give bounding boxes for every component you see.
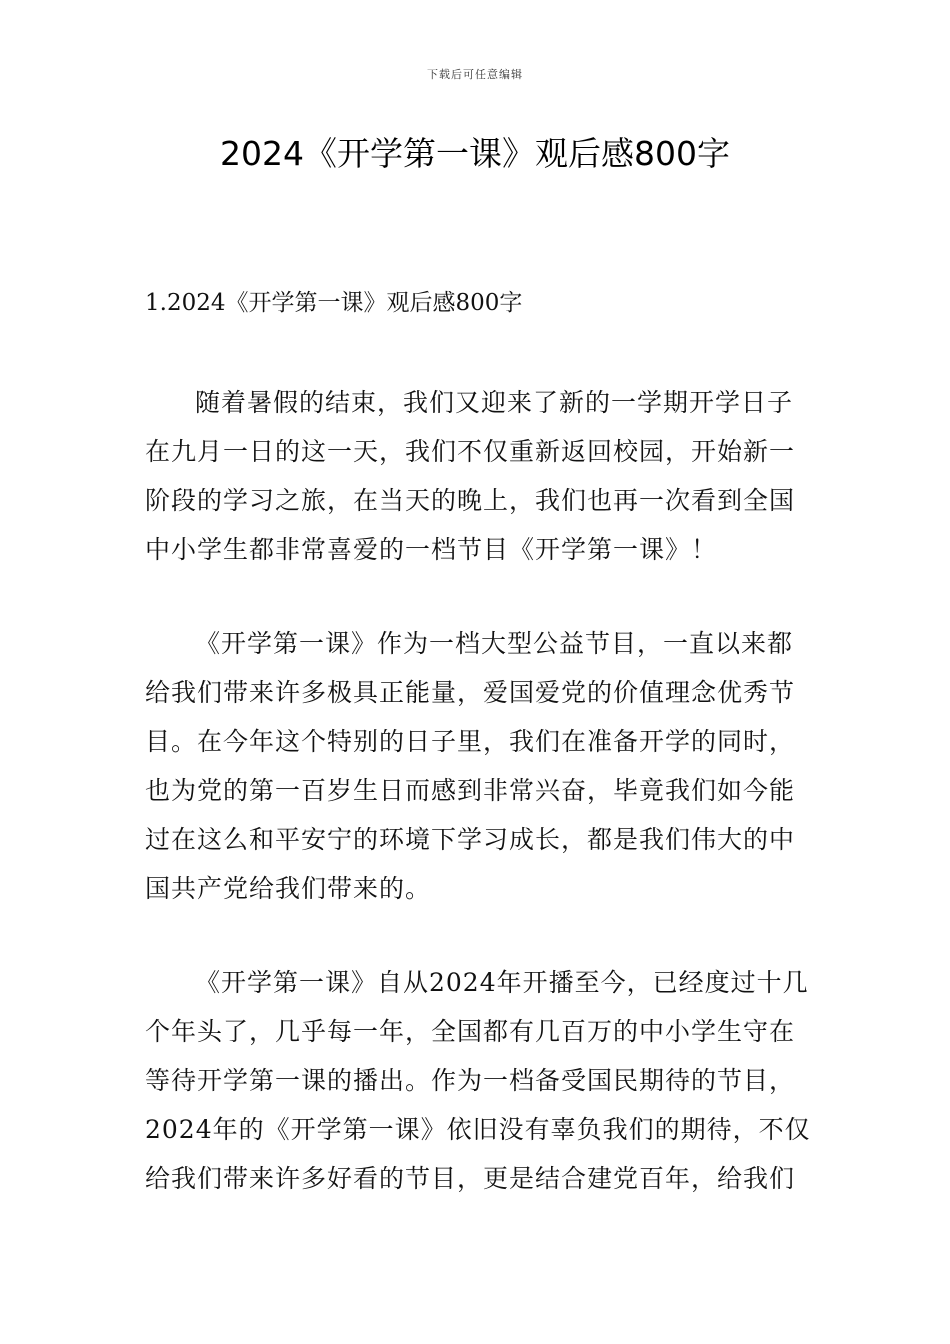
section-heading: 1.2024《开学第一课》观后感800字 xyxy=(145,290,523,316)
document-body xyxy=(145,378,815,1248)
document-title: 2024《开学第一课》观后感800字 xyxy=(220,134,730,173)
paragraph-3: 《开学第一课》自从2024年开播至今，已经度过十几个年头了，几乎每一年，全国都有几百万的中小学生守在等待开学第一课的播出。作为一档备受国民期待的节目，2024年的《开学第一课》依旧没有辜负我们的期待，不仅给我们带来许多好看的节目，更是结合建党百年，给我们 xyxy=(145,968,811,1193)
header-note: 下载后可任意编辑 xyxy=(427,68,523,81)
paragraph-2: 《开学第一课》作为一档大型公益节目，一直以来都给我们带来许多极具正能量，爱国爱党的价值理念优秀节目。在今年这个特别的日子里，我们在准备开学的同时，也为党的第一百岁生日而感到非常兴奋，毕竟我们如今能过在这么和平安宁的环境下学习成长，都是我们伟大的中国共产党给我们带来的。 xyxy=(145,629,796,903)
paragraph-1: 随着暑假的结束，我们又迎来了新的一学期开学日子在九月一日的这一天，我们不仅重新返回校园，开始新一阶段的学习之旅，在当天的晚上，我们也再一次看到全国中小学生都非常喜爱的一档节目《开学第一课》！ xyxy=(145,388,796,564)
